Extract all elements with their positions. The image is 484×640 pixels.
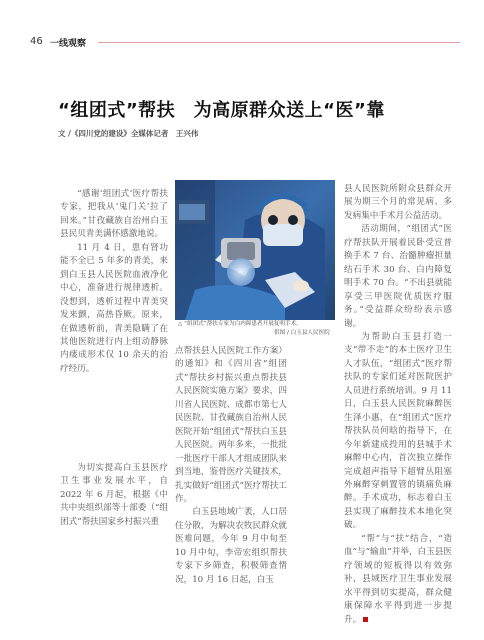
paragraph xyxy=(344,533,452,627)
body-column-1-bottom xyxy=(60,462,168,529)
paragraph: 白玉县地域广袤，人口居住分散，为解决农牧民群众就医难问题，今年 9 月中旬至 10 月中旬，李帝宏组织帮扶专家下乡筛查，积极筛查情况，10 月 16 日起，白玉 xyxy=(175,507,287,585)
caption-text: △ “组团式”帮扶专家为白内障患者开展复明手术。 xyxy=(178,321,302,327)
page-number: 46 xyxy=(30,36,43,47)
closing-text: “帮”与“扶”结合，“造血”与“输血”并举，白玉县医疗领域的短板得以有效弥补，县域医疗卫生事业发展水平得到切实提高，群众健康保障水平得到进一步提升。 xyxy=(344,533,452,625)
section-rule xyxy=(98,42,460,43)
photo-caption xyxy=(178,320,338,337)
body-column-3 xyxy=(344,183,452,627)
section-label: 一线观察 xyxy=(50,39,87,49)
paragraph: 活动期间，“组团式”医疗帮扶队开展着民卧受宣普换手术 7 台、治髓肿瘤担量结石手术 30 台、白内障复明手术 70 台。“不出县就能享受三甲医院优质医疗服务。”受益群众纷纷表示感谢。 xyxy=(344,224,452,329)
paragraph: 点帮扶县人民医院工作方案）的通知》和《四川省“组团式”帮扶乡村振兴重点帮扶县人民医院实施方案》要求，四川省人民医院、成都市第七人民医院、甘孜藏族自治州人民医院开始“组团式”帮扶白玉县人民医院。两年多来，一批批一批医疗干部人才组成团队来到当地，鉴骨医疗关键技术，扎实做好“组团式”医疗帮扶工作。 xyxy=(175,346,287,504)
page-header xyxy=(30,36,460,50)
paragraph: 11 月 4 日，患有肾功能不全已 5 年多的青美，来到白玉县人民医院血液净化中心，准备进行规律透析。没想到，透析过程中青美突发来颤，高热昏厥。原来，在做透析前，青美隐瞒了在其他医院进行内上组动静脉内瘘成形术仅 10 余天的治疗经历。 xyxy=(60,242,168,374)
body-column-2 xyxy=(175,345,287,587)
article-title: “组团式”帮扶 为高原群众送上“医”靠 xyxy=(58,100,385,121)
paragraph: 县人民医院所附众县群众开展为期三个月的常见病、多发病集中手术月公益活动。 xyxy=(344,184,452,221)
article-byline: 文 /《四川党的建设》全媒体记者 王兴伟 xyxy=(58,129,199,138)
paragraph: 为切实提高白玉县医疗卫生事业发展水平，自 2022 年 6 月起，根据《中共中央组织部等十部委（“组团式”帮扶国家乡村振兴重 xyxy=(60,463,168,527)
paragraph: 为帮助白玉县打造一支“带不走”的本土医疗卫生人才队伍，“组团式”医疗帮扶队的专家们延对医院医护人员进行系统培训。9 月 11 日，白玉县人民医院麻醉医生泽小惠，在“组团式”医疗帮扶队员何晗的指导下，在今年新建成投用的县城手术麻醉中心内，首次独立操作完成超声指导下超臂丛阻塞外麻醉穿刺置管的镇痛负麻醉。手术成功，标志着白玉县实现了麻醉技术本地化突破。 xyxy=(344,331,452,531)
surgery-photo xyxy=(175,180,335,320)
caption-credit: 供图 / 白玉县人民医院 xyxy=(274,329,330,336)
body-column-1-top xyxy=(60,188,168,376)
paragraph: “感谢‘组团式’医疗帮扶专家，把我从‘鬼门关’拉了回来。”甘孜藏族自治州白玉县民贝青美满怀感激地说。 xyxy=(60,189,168,240)
end-mark xyxy=(363,617,368,622)
